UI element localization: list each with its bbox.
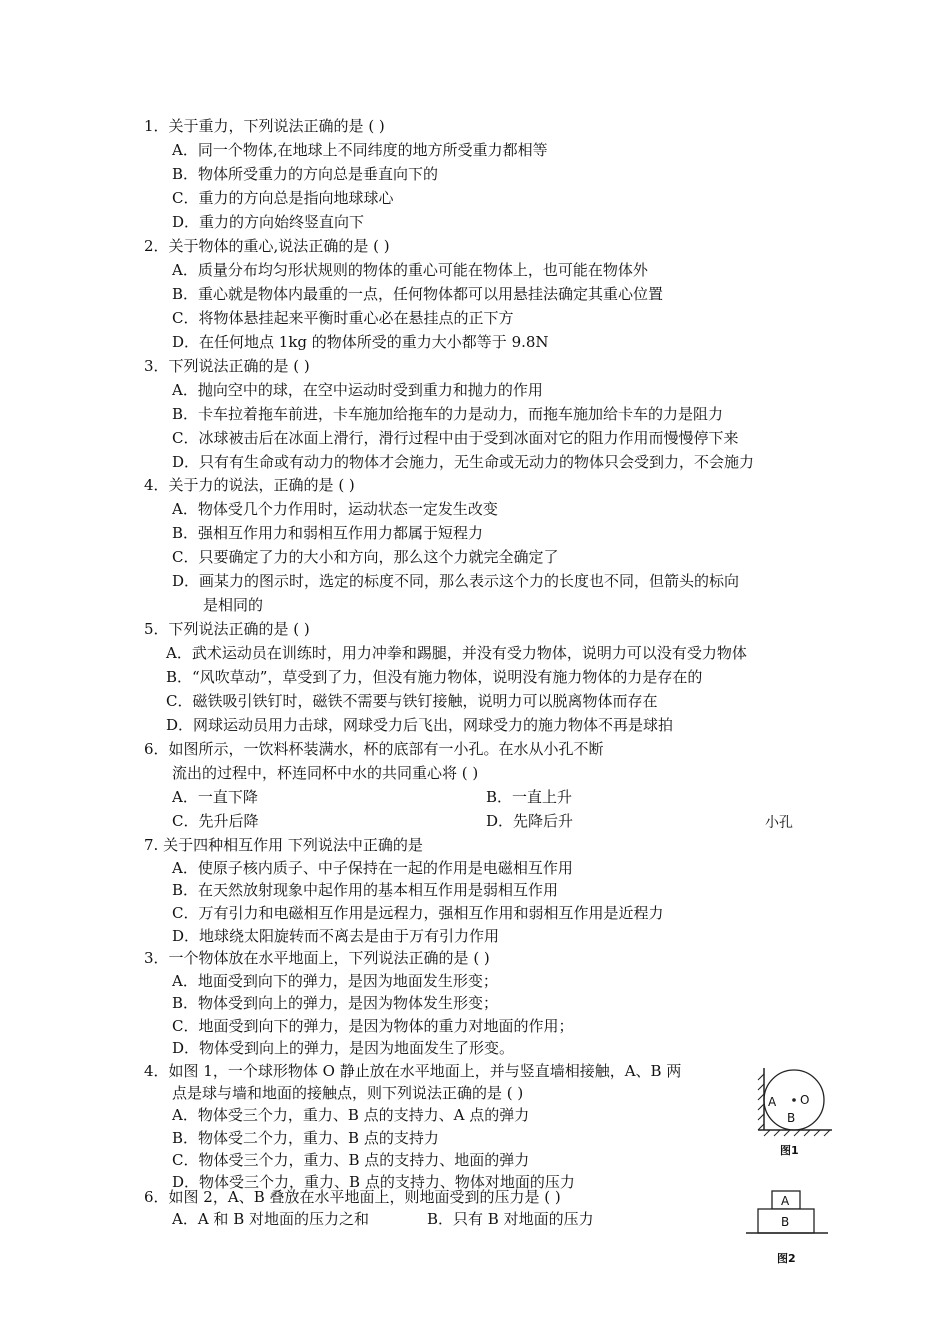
q2-option-c: C．将物体悬挂起来平衡时重心必在悬挂点的正下方 [172, 309, 514, 327]
q7-stem: 7. 关于四种相互作用 下列说法中正确的是 [144, 836, 423, 854]
q6-option-c: C．先升后降 [172, 812, 259, 830]
q10-option-a: A．A 和 B 对地面的压力之和 [172, 1210, 369, 1228]
q4-option-c: C．只要确定了力的大小和方向，那么这个力就完全确定了 [172, 548, 559, 566]
q4-stem: 4．关于力的说法，正确的是 ( ) [144, 476, 355, 494]
q5-option-b: B．“风吹草动”，草受到了力，但没有施力物体，说明没有施力物体的力是存在的 [166, 668, 703, 686]
q1-stem: 1．关于重力，下列说法正确的是 ( ) [144, 117, 385, 135]
figure-1-floor-hatch [764, 1130, 830, 1136]
q3-stem: 3．下列说法正确的是 ( ) [144, 357, 310, 375]
q5-option-a: A．武术运动员在训练时，用力冲拳和踢腿，并没有受力物体，说明力可以没有受力物体 [166, 644, 747, 662]
q7-option-d: D．地球绕太阳旋转而不离去是由于万有引力作用 [172, 927, 500, 945]
q4-option-d-cont: 是相同的 [203, 596, 264, 614]
q9-option-a: A．物体受三个力，重力、B 点的支持力、A 点的弹力 [172, 1106, 530, 1124]
q1-option-d: D．重力的方向始终竖直向下 [172, 213, 365, 231]
q6-option-b: B．一直上升 [486, 788, 573, 806]
q6-stem: 6．如图所示，一饮料杯装满水，杯的底部有一小孔。在水从小孔不断 [144, 740, 604, 758]
q4-option-a: A．物体受几个力作用时，运动状态一定发生改变 [172, 500, 498, 518]
q9-stem: 4．如图 1，一个球形物体 O 静止放在水平地面上，并与竖直墙相接触，A、B 两 [144, 1062, 682, 1080]
q7-option-a: A．使原子核内质子、中子保持在一起的作用是电磁相互作用 [172, 859, 573, 877]
q2-stem: 2．关于物体的重心,说法正确的是 ( ) [144, 237, 390, 255]
q6-figure-label: 小孔 [765, 815, 793, 831]
q9-option-d: D．物体受三个力，重力、B 点的支持力、物体对地面的压力 [172, 1173, 575, 1191]
q5-stem: 5．下列说法正确的是 ( ) [144, 620, 310, 638]
q5-option-d: D．网球运动员用力击球，网球受力后飞出，网球受力的施力物体不再是球拍 [166, 716, 674, 734]
figure-1-caption: 图1 [780, 1144, 799, 1157]
q7-option-b: B．在天然放射现象中起作用的基本相互作用是弱相互作用 [172, 881, 559, 899]
q8-option-c: C．地面受到向下的弹力，是因为物体的重力对地面的作用； [172, 1017, 574, 1035]
q6-option-d: D．先降后升 [486, 812, 574, 830]
q9-option-b: B．物体受二个力，重力、B 点的支持力 [172, 1129, 439, 1147]
q1-option-a: A．同一个物体,在地球上不同纬度的地方所受重力都相等 [172, 141, 548, 159]
q6-stem-cont: 流出的过程中，杯连同杯中水的共同重心将 ( ) [172, 764, 479, 782]
q1-option-c: C．重力的方向总是指向地球球心 [172, 189, 394, 207]
q4-option-d: D．画某力的图示时，选定的标度不同，那么表示这个力的长度也不同，但箭头的标向 [172, 572, 740, 590]
q1-option-b: B．物体所受重力的方向总是垂直向下的 [172, 165, 439, 183]
q10-stem: 6．如图 2，A、B 叠放在水平地面上，则地面受到的压力是 ( ) [144, 1188, 561, 1206]
q4-option-b: B．强相互作用力和弱相互作用力都属于短程力 [172, 524, 484, 542]
q9-option-c: C．物体受三个力，重力、B 点的支持力、地面的弹力 [172, 1151, 530, 1169]
q6-option-a: A．一直下降 [172, 788, 258, 806]
figure-2-caption: 图2 [777, 1252, 796, 1265]
figure-2-label-b: B [781, 1215, 790, 1229]
q9-stem-cont: 点是球与墙和地面的接触点，则下列说法正确的是 ( ) [172, 1084, 524, 1102]
q3-option-a: A．抛向空中的球，在空中运动时受到重力和抛力的作用 [172, 381, 543, 399]
figure-2-label-a: A [781, 1194, 790, 1208]
q10-option-b: B．只有 B 对地面的压力 [427, 1210, 594, 1228]
q8-option-a: A．地面受到向下的弹力，是因为地面发生形变； [172, 972, 498, 990]
q2-option-a: A．质量分布均匀形状规则的物体的重心可能在物体上，也可能在物体外 [172, 261, 648, 279]
q3-option-b: B．卡车拉着拖车前进，卡车施加给拖车的力是动力，而拖车施加给卡车的力是阻力 [172, 405, 724, 423]
q8-option-d: D．物体受到向上的弹力，是因为地面发生了形变。 [172, 1039, 515, 1057]
figure-1-center-dot [792, 1098, 796, 1102]
q8-stem: 3．一个物体放在水平地面上，下列说法正确的是 ( ) [144, 949, 490, 967]
figure-1-wall-hatch [758, 1074, 764, 1130]
figure-2-stacked-blocks [742, 1186, 832, 1270]
q3-option-c: C．冰球被击后在冰面上滑行，滑行过程中由于受到冰面对它的阻力作用而慢慢停下来 [172, 429, 739, 447]
q5-option-c: C．磁铁吸引铁钉时，磁铁不需要与铁钉接触，说明力可以脱离物体而存在 [166, 692, 658, 710]
figure-1-label-a: A [768, 1095, 777, 1109]
figure-1-ball-wall [750, 1060, 840, 1160]
figure-1-label-o: O [800, 1093, 810, 1107]
q8-option-b: B．物体受到向上的弹力，是因为物体发生形变； [172, 994, 499, 1012]
figure-1-label-b: B [787, 1111, 796, 1125]
q3-option-d: D．只有有生命或有动力的物体才会施力，无生命或无动力的物体只会受到力，不会施力 [172, 453, 755, 471]
q2-option-b: B．重心就是物体内最重的一点，任何物体都可以用悬挂法确定其重心位置 [172, 285, 664, 303]
q2-option-d: D．在任何地点 1kg 的物体所受的重力大小都等于 9.8N [172, 333, 549, 351]
q7-option-c: C．万有引力和电磁相互作用是远程力，强相互作用和弱相互作用是近程力 [172, 904, 664, 922]
